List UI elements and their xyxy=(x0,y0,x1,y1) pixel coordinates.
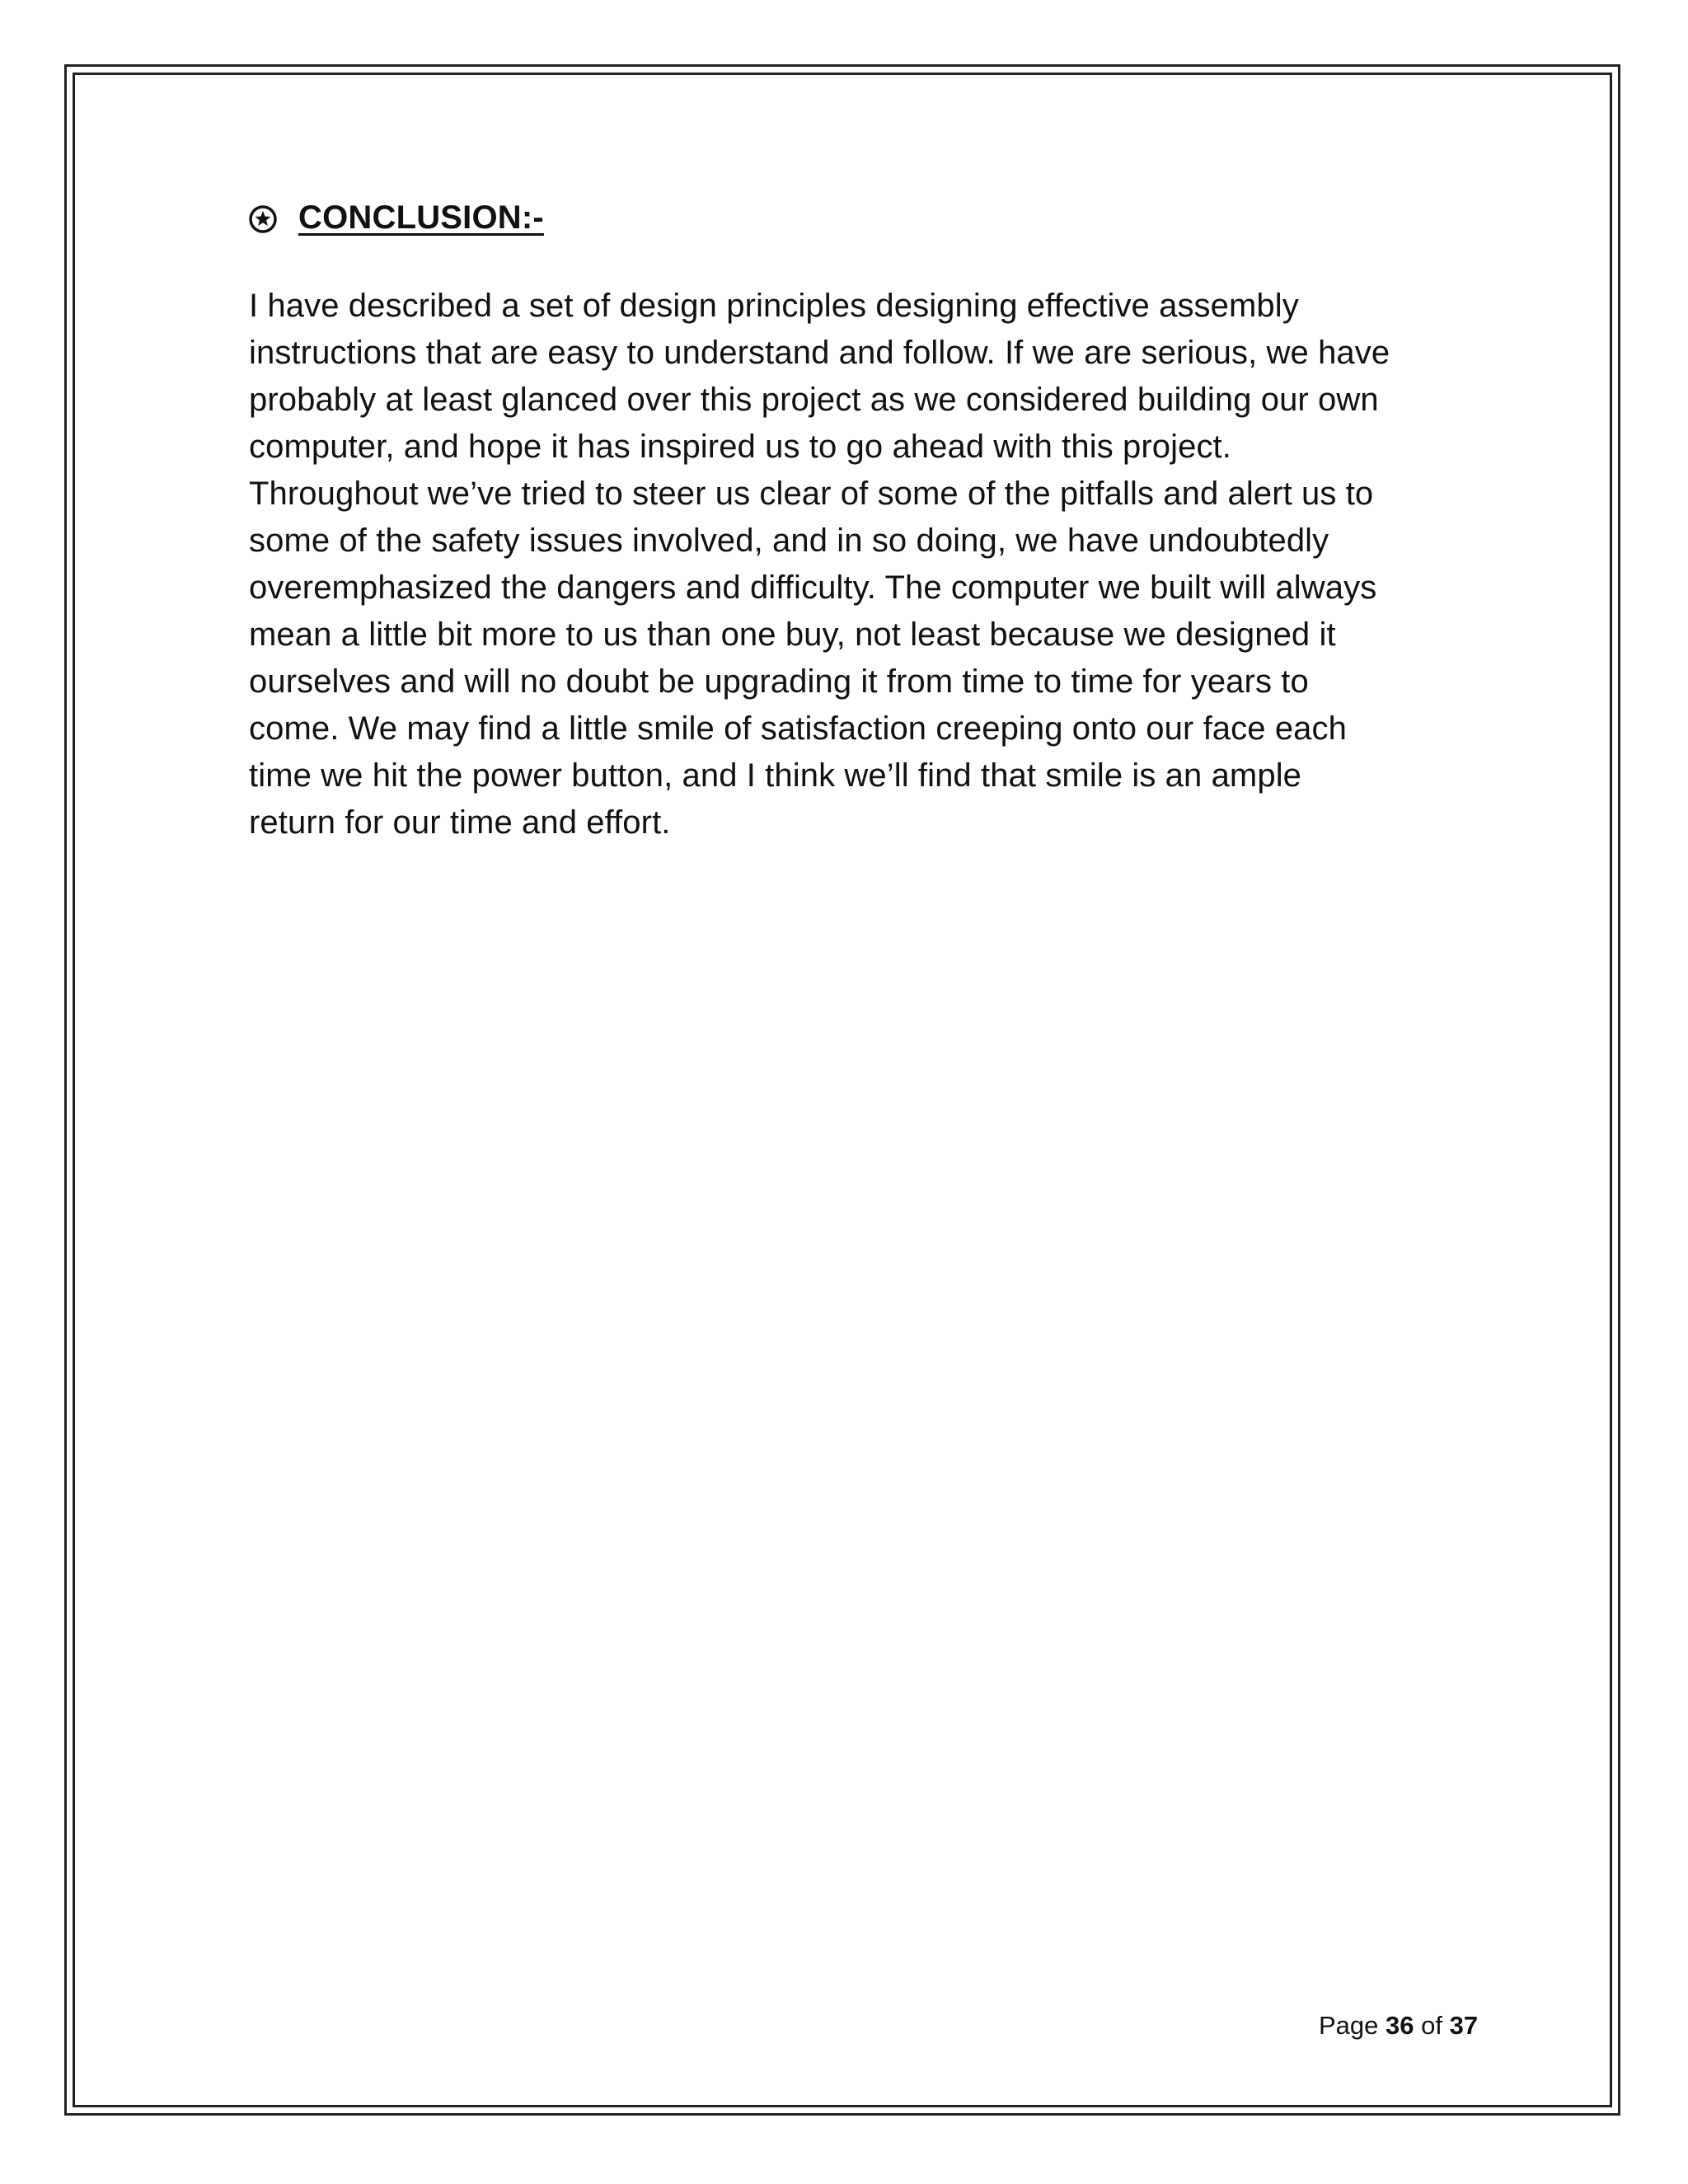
paragraph-line: instructions that are easy to understand and follow. If we are serious, we have xyxy=(249,335,1390,371)
section-heading-text: CONCLUSION:- xyxy=(298,199,544,236)
paragraph-line: Throughout we’ve tried to steer us clear of some of the pitfalls and alert us to xyxy=(249,476,1374,512)
paragraph-line: overemphasized the dangers and difficulty. The computer we built will always xyxy=(249,569,1377,606)
page-number xyxy=(1319,2011,1478,2041)
paragraph-line: come. We may find a little smile of satisfaction creeping onto our face each xyxy=(249,710,1347,747)
paragraph-line: probably at least glanced over this project as we considered building our own xyxy=(249,382,1379,418)
of-label: of xyxy=(1421,2011,1442,2040)
conclusion-paragraph xyxy=(249,283,1510,846)
total-pages-number: 37 xyxy=(1449,2011,1479,2040)
paragraph-line: return for our time and effort. xyxy=(249,804,671,841)
paragraph-line: some of the safety issues involved, and in so doing, we have undoubtedly xyxy=(249,523,1329,559)
paragraph-line: computer, and hope it has inspired us to go ahead with this project. xyxy=(249,429,1231,465)
paragraph-line: time we hit the power button, and I think we’ll find that smile is an ample xyxy=(249,757,1302,794)
paragraph-line: ourselves and will no doubt be upgrading it from time to time for years to xyxy=(249,663,1309,700)
section-heading xyxy=(249,199,544,237)
paragraph-line: mean a little bit more to us than one buy, not least because we designed it xyxy=(249,616,1336,653)
page-label: Page xyxy=(1319,2011,1379,2040)
current-page-number: 36 xyxy=(1386,2011,1414,2040)
paragraph-line: I have described a set of design principles designing effective assembly xyxy=(249,288,1299,324)
star-circle-icon xyxy=(249,204,277,232)
